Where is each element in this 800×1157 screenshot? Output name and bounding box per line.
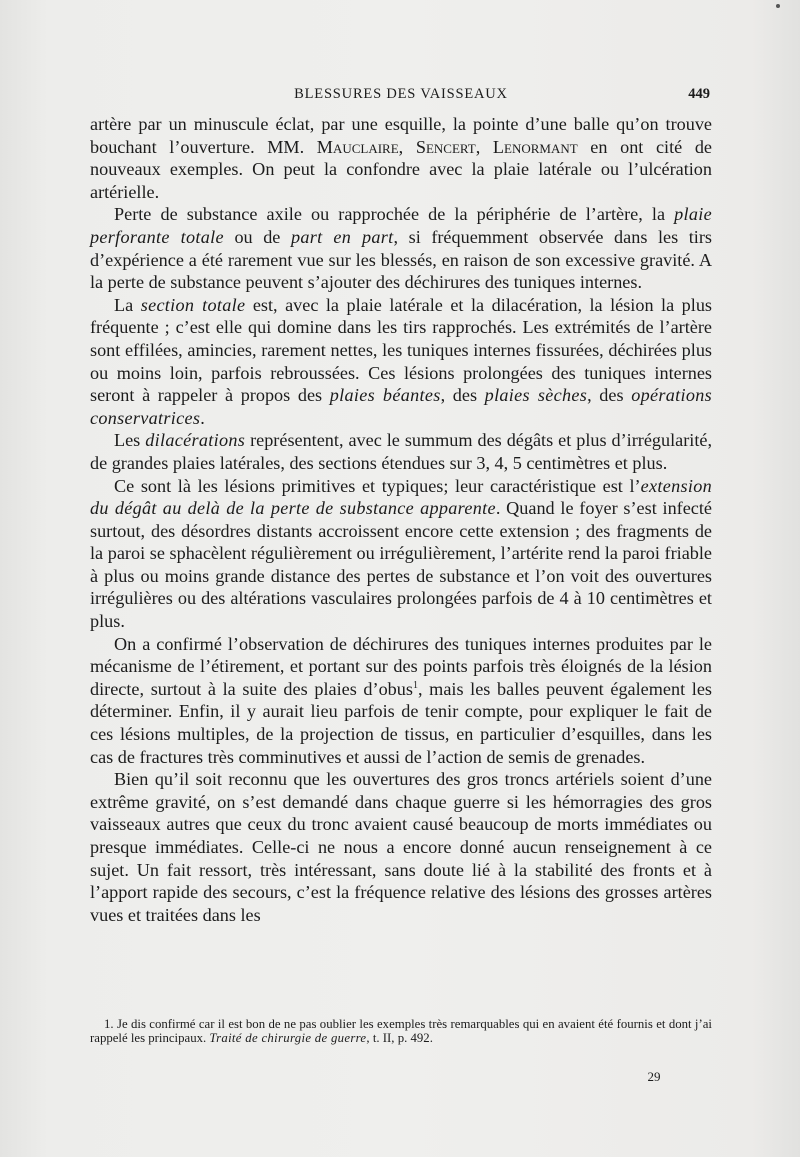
text-run: artère par un minuscule éclat, par une esquille, la pointe d’une balle qu’on trouve bouchant l’ouverture. MM. [90, 114, 712, 157]
text-run: , des [587, 385, 632, 406]
text-run: , mais les balles peuvent également les déterminer. Enfin, il y aurait lieu parfois de tenir compte, pour expliquer le fait de ces lésions multiples, de la projection de tissus, en particulier d’esquilles, dans les cas de fractures très comminutives et aussi de l’action de semis de grenades. [90, 678, 712, 767]
paragraph [90, 768, 712, 926]
text-run: est, avec la plaie latérale et la dilacération, la lésion la plus fréquente ; c’est elle qui domine dans les tirs rapprochés. Les extrémités de l’artère sont effilées, amincies, rarement nettes, les tuniques internes fissurées, déchirées plus ou moins loin, parfois rebroussées. Ces lésions prolongées des tuniques internes seront à rappeler à propos des [90, 294, 712, 406]
footnote [90, 1017, 712, 1045]
text-run: , t. II, p. 492. [366, 1031, 433, 1046]
page-header [90, 86, 712, 108]
text-run: Ce sont là les lésions primitives et typiques; leur caractéristique est l’ [114, 475, 641, 496]
text-run: La [114, 294, 141, 315]
footnote-ref: 1 [412, 679, 418, 691]
paragraph [90, 113, 712, 203]
text-run: . Quand le foyer s’est infecté surtout, des désordres distants accroissent encore cette extension ; des fragments de la paroi se sphacèlent régulièrement ou irrégulièrement, l’artérite rend la paroi friable à plus ou moins grande distance des pertes de substance et l’on voit des ouvertures irrégulières ou des altérations vasculaires prolongées parfois de 4 à 10 centimètres et plus. [90, 498, 712, 632]
paragraph [90, 429, 712, 474]
body-text [90, 113, 712, 926]
text-run: en ont cité de nouveaux exemples. On peut la confondre avec la plaie latérale ou l’ulcération artérielle. [90, 136, 713, 202]
italic-text: opérations conservatrices [90, 385, 713, 428]
italic-text: plaie perforante totale [90, 204, 712, 247]
paragraph [90, 294, 712, 430]
text-run: , si fréquemment observée dans les tirs d’expérience a été rarement vue sur les blessés, en raison de son excessive gravité. A la perte de substance peuvent s’ajouter des déchirures des tuniques internes. [90, 226, 712, 293]
text-run: Les [114, 430, 146, 451]
page-number: 449 [688, 86, 710, 102]
author-name: Mauclaire [316, 136, 399, 157]
author-name: Sencert [415, 136, 476, 157]
text-run: Bien qu’il soit reconnu que les ouvertures des gros troncs artériels soient d’une extrême gravité, on s’est demandé dans chaque guerre si les hémorragies des gros vaisseaux autres que ceux du tronc avaient causé beaucoup de morts immédiates ou presque immédiates. Celle-ci ne nous a encore donné aucun renseignement à ce sujet. Un fait ressort, très intéressant, sans doute lié à la stabilité des fronts et à l’apport rapide des secours, c’est la fréquence relative des lésions des grosses artères vues et traitées dans les [90, 769, 712, 925]
text-run: 1. Je dis confirmé car il est bon de ne pas oublier les exemples très remarquables qui en avaient été fournis et dont j’ai rappelé les principaux. [90, 1017, 712, 1046]
italic-text: Traité de chirurgie de guerre [209, 1031, 367, 1046]
text-run: Perte de substance axile ou rapprochée de la périphérie de l’artère, la [114, 204, 675, 225]
italic-text: extension du dégât au delà de la perte de substance apparente [90, 475, 712, 519]
text-run: ou de [223, 226, 291, 247]
ink-speck [776, 4, 780, 8]
paragraph [90, 475, 712, 633]
italic-text: dilacérations [145, 430, 246, 451]
running-head: BLESSURES DES VAISSEAUX [294, 86, 508, 102]
text-run: , [475, 136, 493, 157]
author-name: Lenormant [492, 136, 578, 157]
italic-text: section totale [140, 294, 246, 315]
text-run: , [398, 136, 416, 157]
paragraph [90, 203, 712, 293]
paragraph [90, 633, 712, 769]
italic-text: plaies béantes [329, 385, 441, 406]
text-run: . [200, 407, 205, 428]
text-run: , des [440, 385, 485, 406]
text-run: représentent, avec le summum des dégâts et plus d’irrégularité, de grandes plaies latérales, des sections étendues sur 3, 4, 5 centimètres et plus. [90, 430, 712, 473]
signature-mark: 29 [647, 1069, 661, 1084]
text-run: On a confirmé l’observation de déchirures des tuniques internes produites par le mécanisme de l’étirement, et portant sur des points parfois très éloignés de la lésion directe, surtout à la suite des plaies d’obus [90, 633, 712, 699]
italic-text: plaies sèches [484, 385, 588, 406]
italic-text: part en part [290, 226, 394, 247]
footnote-text [90, 1017, 712, 1045]
